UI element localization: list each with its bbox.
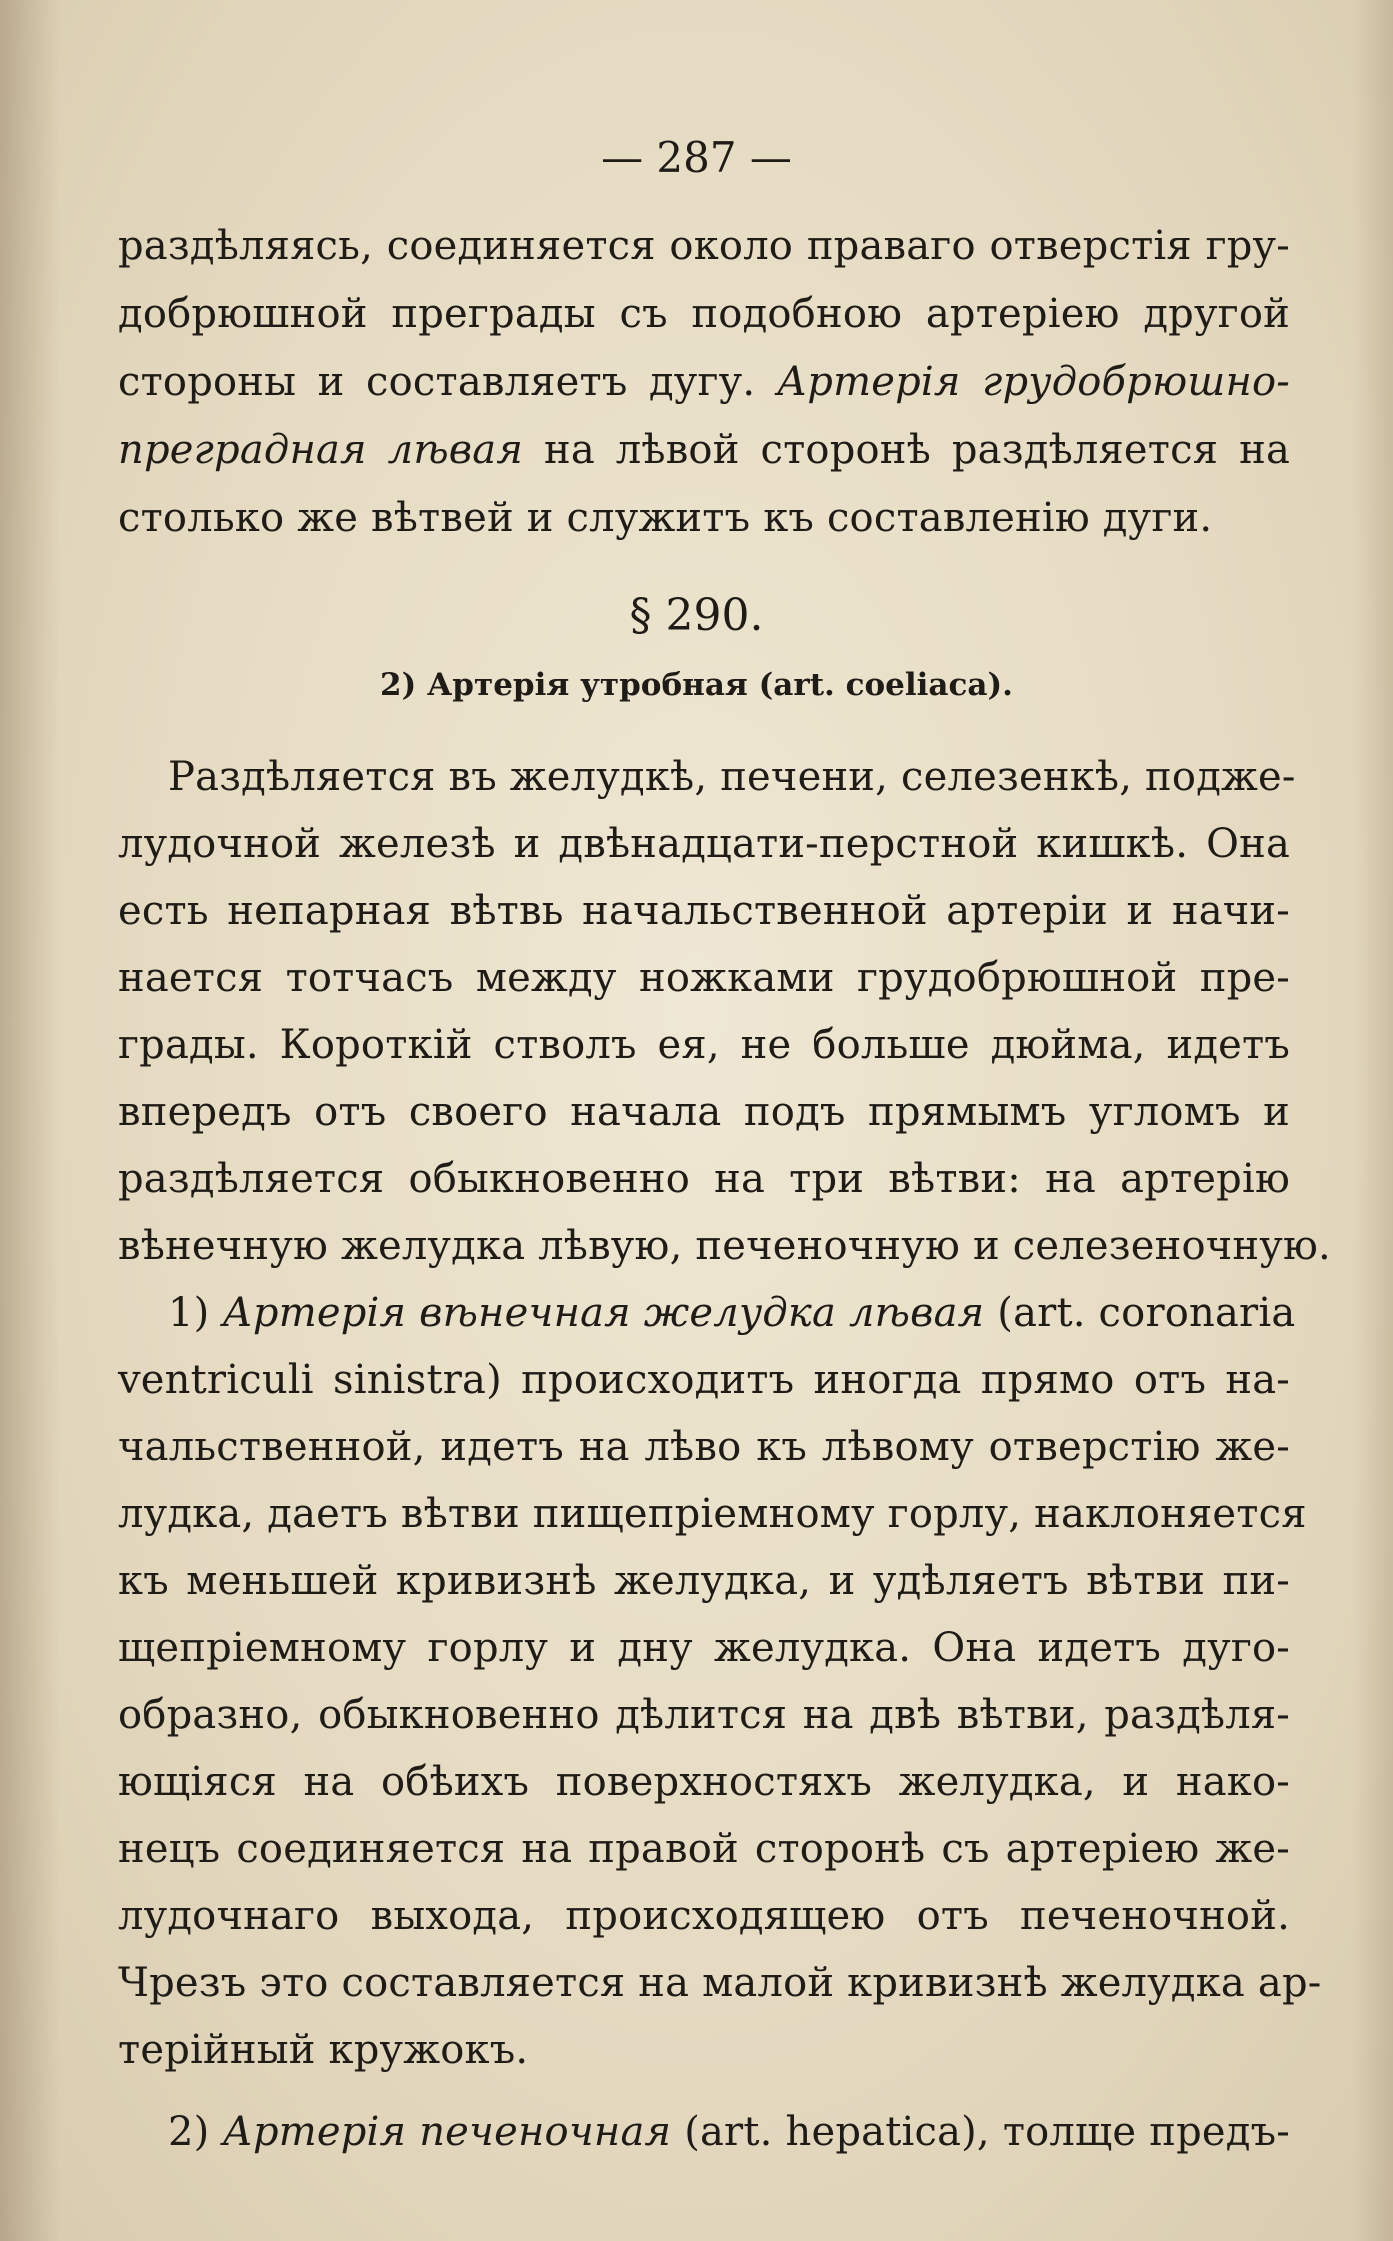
text-line: ющіяся на обѣихъ поверхностяхъ желудка, и нако- (118, 1759, 1290, 1805)
text-segment: (art. coronaria (997, 1290, 1296, 1336)
text-line: лудка, даетъ вѣтви пищепріемному горлу, наклоняется (118, 1491, 1307, 1537)
text-line (168, 2103, 1290, 2161)
text-line: лудочной железѣ и двѣнадцати-перстной кишкѣ. Она (118, 821, 1290, 867)
text-line: вѣнечную желудка лѣвую, печеночную и селезеночную. (118, 1223, 1331, 1269)
text-line: нается тотчасъ между ножками грудобрюшной пре- (118, 955, 1290, 1001)
text-line: есть непарная вѣтвь начальственной артеріи и начи- (118, 888, 1290, 934)
text-line: столько же вѣтвей и служитъ къ составленію дуги. (118, 495, 1213, 541)
text-line: раздѣляется обыкновенно на три вѣтви: на артерію (118, 1156, 1290, 1202)
text-line: грады. Короткій стволъ ея, не больше дюйма, идетъ (118, 1022, 1290, 1068)
text-line (168, 1284, 1296, 1342)
text-line: впередъ отъ своего начала подъ прямымъ угломъ и (118, 1089, 1290, 1135)
text-segment: (art. hepatica), толще предъ- (684, 2109, 1291, 2155)
text-line: добрюшной преграды съ подобною артеріею другой (118, 291, 1290, 337)
list-number: 2) (168, 2109, 210, 2155)
text-line: ventriculi sinistra) происходитъ иногда прямо отъ на- (118, 1357, 1290, 1403)
text-line (118, 421, 1290, 479)
text-line: лудочнаго выхода, происходящею отъ печеночной. (118, 1893, 1290, 1939)
term-italic: Артерія грудобрюшно- (776, 359, 1290, 405)
text-line: раздѣляясь, соединяется около праваго отверстія гру- (118, 223, 1290, 269)
section-number: § 290. (629, 590, 764, 641)
text-line: чальственной, идетъ на лѣво къ лѣвому отверстію же- (118, 1424, 1290, 1470)
text-line: терійный кружокъ. (118, 2027, 529, 2073)
section-title: 2) Артерія утробная (art. coeliaca). (380, 667, 1013, 703)
term-italic: преградная лѣвая (118, 427, 524, 473)
text-segment: стороны и составляетъ дугу. (118, 359, 756, 405)
text-line: Чрезъ это составляется на малой кривизнѣ желудка ар- (118, 1960, 1322, 2006)
text-segment: на лѣвой сторонѣ раздѣляется на (543, 427, 1290, 473)
list-number: 1) (168, 1290, 210, 1336)
text-line (118, 353, 1290, 411)
text-line: къ меньшей кривизнѣ желудка, и удѣляетъ вѣтви пи- (118, 1558, 1290, 1604)
term-italic: Артерія вѣнечная желудка лѣвая (222, 1290, 985, 1336)
text-line: нецъ соединяется на правой сторонѣ съ артеріею же- (118, 1826, 1290, 1872)
text-line: щепріемному горлу и дну желудка. Она идетъ дуго- (118, 1625, 1290, 1671)
text-line: Раздѣляется въ желудкѣ, печени, селезенкѣ, подже- (168, 754, 1296, 800)
term-italic: Артерія печеночная (222, 2109, 672, 2155)
text-line: образно, обыкновенно дѣлится на двѣ вѣтви, раздѣля- (118, 1692, 1290, 1738)
page-number: — 287 — (601, 133, 792, 182)
